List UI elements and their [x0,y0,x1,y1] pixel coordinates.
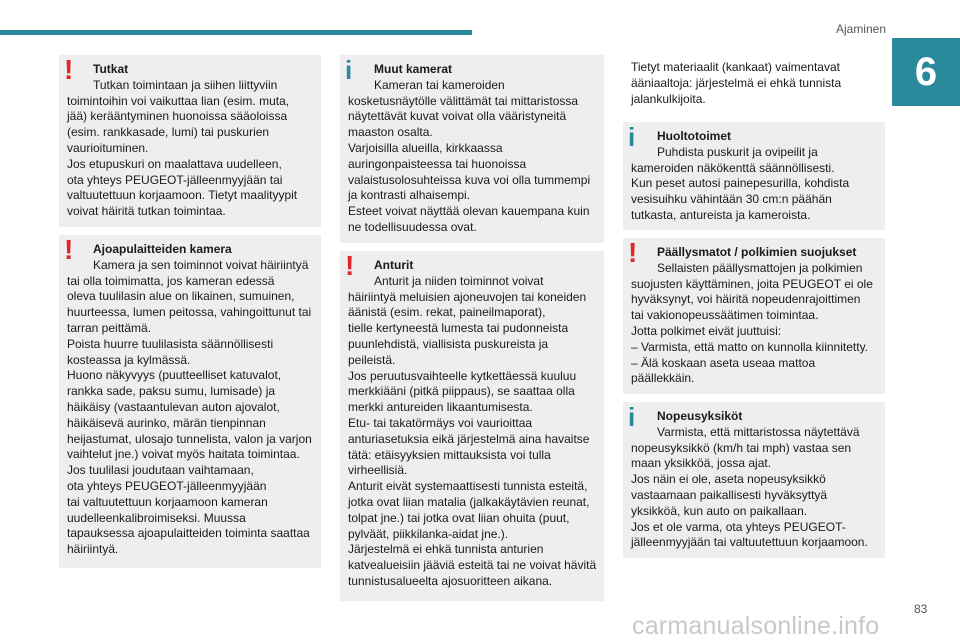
box-text-line: kosteassa ja kylmässä. [67,352,191,367]
warning-icon: ! [64,54,74,85]
box-text-line: Jos etupuskuri on maalattava uudelleen, [67,156,282,171]
box-text-line: auringonpaisteessa tai huonoissa [348,156,527,171]
paragraph-line: Tietyt materiaalit (kankaat) vaimentavat [631,60,840,74]
box-text-line: jotka ovat liian matalia (jalkakäytävien reunat, [348,494,590,509]
box-text-line: Sellaisten päällysmattojen ja polkimien [657,260,863,275]
box-text-line: pylväät, piikkilanka-aidat jne.). [348,526,509,541]
box-text-line: tai vakionopeussäätimen toimintaa. [631,308,819,323]
box-text-line: tutkasta, antureista ja kameroista. [631,207,811,222]
box-text-line: voivat häiritä tutkan toimintaa. [67,204,226,219]
paragraph-line: jalankulkijoita. [631,91,706,106]
warning-icon: ! [628,237,638,268]
box-text-line: häiriintyä. [67,542,119,557]
box-text-line: peileistä. [348,352,396,367]
box-title: Tutkat [93,62,129,76]
info-icon: i [628,402,636,432]
warning-icon: ! [345,250,355,281]
box-title: Muut kamerat [374,62,453,76]
box-title: Ajoapulaitteiden kamera [93,242,232,256]
box-title: Nopeusyksiköt [657,409,743,423]
box-text-line: jää) kerääntyminen huonoissa sääoloissa [67,109,288,124]
box-text-line: Esteet voivat näyttää olevan kauempana kuin [348,204,590,219]
box-text-line: Kameran tai kameroiden [374,77,505,92]
box-text-line: huurteessa, lumen peitossa, vahingoittunut tai [67,305,312,320]
box-text-line: Jos näin ei ole, aseta nopeusyksikkö [631,472,826,487]
info-icon: i [628,122,636,152]
box-text-line: kosketusnäytölle välittämät tai mittaristossa [348,93,579,108]
box-text-line: Jos et ole varma, ota yhteys PEUGEOT- [631,519,846,534]
box-text-line: merkki antureiden likaantumisesta. [348,400,533,415]
warning-box-tutkat [59,55,321,227]
box-text-line: Etu- tai takatörmäys voi vaurioittaa [348,415,533,430]
box-text-line: tielle kertyneestä lumesta tai pudonneista [348,321,569,336]
box-title: Anturit [374,258,414,272]
box-text-line: nopeusyksikkö (km/h tai mph) vastaa sen [631,440,852,455]
page-number: 83 [914,602,928,616]
box-text-line: valaistusolosuhteissa kuva voi olla tummempi [348,172,591,187]
box-title: Päällysmatot / polkimien suojukset [657,245,857,259]
box-text-line: katvealueisiin jääviä esteitä tai ne voivat hävitä [348,558,597,573]
info-box-huoltotoimet [623,122,885,230]
box-text-line: vaurioituminen. [67,140,149,155]
box-text-line: Puhdista puskurit ja ovipeilit ja [657,144,818,159]
box-text-line: (esim. rankkasade, lumi) tai puskurien [67,125,270,140]
box-text-line: päällekkäin. [631,371,695,386]
box-text-line: häiriintyä meluisien ajoneuvojen tai koneiden [348,289,587,304]
box-text-line: Tutkan toimintaan ja siihen liittyviin [93,77,278,92]
box-text-line: Kamera ja sen toiminnot voivat häiriintyä [93,257,309,272]
box-text-line: vesisuihku vähintään 30 cm:n päähän [631,192,832,207]
box-text-line: ota yhteys PEUGEOT-jälleenmyyjään [67,478,267,493]
box-text-line: Kun peset autosi painepesurilla, kohdista [631,176,850,191]
warning-box-ajoapulaitteiden-kamera [59,235,321,568]
box-text-line: rankka sade, paksu sumu, lumisade) ja [67,384,276,399]
box-text-line: maan yksikköä, jossa ajat. [631,456,772,471]
box-text-line: toimintoihin voi vaikuttaa lian (esim. muta, [67,93,290,108]
box-text-line: tätä: etäisyyksien mittauksista voi tulla [348,447,551,462]
box-text-line: maaston osalta. [348,125,433,140]
warning-icon: ! [64,234,74,265]
box-text-line: vastaamaan paikallisesti hyväksyttyä [631,487,828,502]
box-text-line: – Varmista, että matto on kunnolla kiinnitetty. [631,339,869,354]
box-text-line: Huono näkyvyys (puutteelliset katuvalot, [67,368,282,383]
box-text-line: Anturit eivät systemaattisesti tunnista esteitä, [348,479,588,494]
box-text-line: merkkiääni (pitkä piippaus), se saattaa olla [348,384,575,399]
warning-box-anturit [340,251,604,601]
box-text-line: Anturit ja niiden toiminnot voivat [374,273,544,288]
box-text-line: Varjoisilla alueilla, kirkkaassa [348,140,503,155]
warning-box-paallysmatot [623,238,885,394]
box-text-line: häikäisevä aurinko, märän tienpinnan [67,415,266,430]
box-text-line: vaihtelut jne.) voivat myös haitata toimintaa. [67,447,300,462]
box-text-line: Varmista, että mittaristossa näytettävä [657,424,860,439]
box-text-line: heijastumat, ulosajo tunnelista, valon ja varjon [67,431,312,446]
box-text-line: suojusten käyttäminen, joita PEUGEOT ei ole [631,276,873,291]
box-text-line: virheellisiä. [348,463,408,478]
paragraph-line: ääniaaltoja: järjestelmä ei ehkä tunnista [631,75,842,90]
box-text-line: Poista huurre tuulilasista säännöllisesti [67,336,274,351]
box-text-line: tarran peittämä. [67,320,152,335]
box-text-line: näytettävät kuvat voivat olla vääristyneitä [348,109,567,124]
box-text-line: tai olla toimimatta, jos kameran edessä [67,273,275,288]
box-text-line: tolpat jne.) tai jotka ovat liian ohuita (puut, [348,510,570,525]
box-text-line: Jotta polkimet eivät juuttuisi: [631,323,782,338]
box-text-line: uudelleenkalibroimiseksi. Muussa [67,510,246,525]
box-text-line: Järjestelmä ei ehkä tunnista anturien [348,542,544,557]
box-text-line: häikäisy (vastaantulevan auton ajovalot, [67,399,280,414]
box-text-line: ota yhteys PEUGEOT-jälleenmyyjään tai [67,172,283,187]
chapter-number-tab: 6 [892,38,960,106]
info-box-nopeusyksikot [623,402,885,558]
box-text-line: tai valtuutettuun korjaamoon kameran [67,494,268,509]
info-box-muut-kamerat [340,55,604,243]
section-title: Ajaminen [835,22,886,36]
box-text-line: yksikköä, kun auto on paikallaan. [631,503,808,518]
box-text-line: – Älä koskaan aseta useaa mattoa [631,355,816,370]
intro-paragraph [631,60,841,107]
box-text-line: kameroiden näkökenttä säännöllisesti. [631,160,835,175]
box-text-line: Jos peruutusvaihteelle kytkettäessä kuuluu [348,368,577,383]
box-text-line: Jos tuulilasi joudutaan vaihtamaan, [67,463,254,478]
box-text-line: ja kontrasti alhaisempi. [348,188,471,203]
box-text-line: valtuutettuun korjaamoon. Tietyt maalityypit [67,188,298,203]
box-text-line: puunlehdistä, viallisista puskureista ja [348,336,549,351]
box-title: Huoltotoimet [657,129,731,143]
box-text-line: oleva tuulilasin alue on likainen, sumuinen, [67,289,295,304]
box-text-line: äänistä (esim. rekat, paineilmaporat), [348,305,546,320]
box-text-line: tunnistusalueelta ajosuoritteen aikana. [348,573,553,588]
header-accent-bar [0,30,472,35]
box-text-line: ne todellisuudessa ovat. [348,219,477,234]
box-text-line: anturiasetuksia eikä järjestelmä aina havaitse [348,431,590,446]
watermark: carmanualsonline.info [632,612,880,640]
box-text-line: tapauksessa ajoapulaitteiden toiminta saattaa [67,526,310,541]
box-text-line: hyväksynyt, voi häiritä nopeudenrajoittimen [631,292,861,307]
info-icon: i [345,55,353,85]
box-text-line: jälleenmyyjään tai valtuutettuun korjaamoon. [631,535,868,550]
